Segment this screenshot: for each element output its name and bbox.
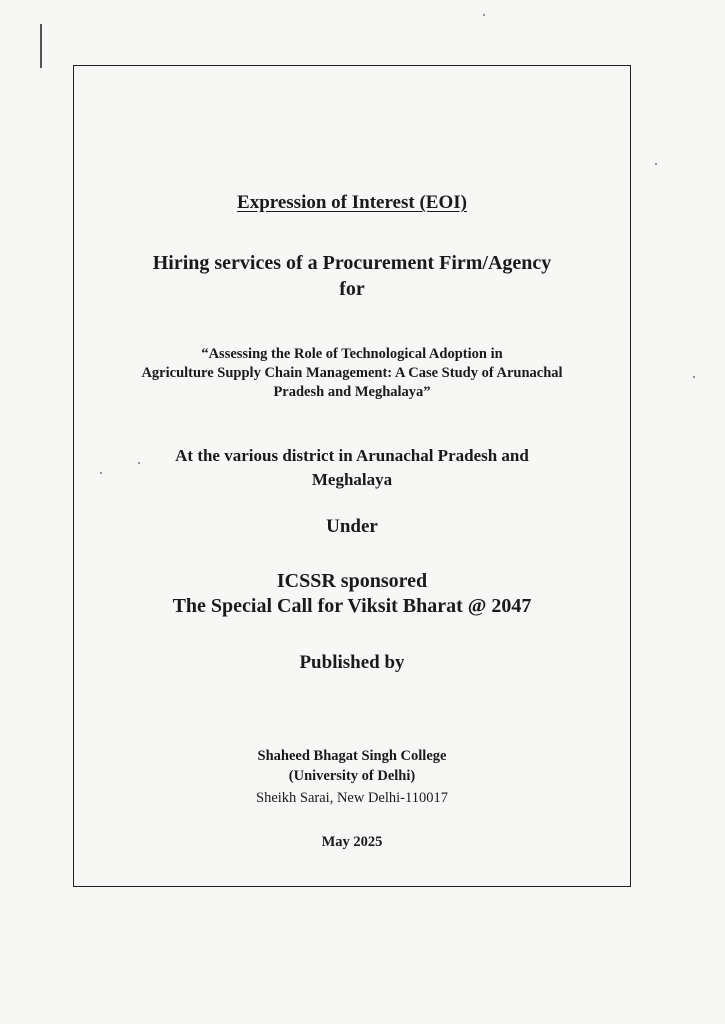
publisher-block xyxy=(74,746,630,786)
publisher-address: Sheikh Sarai, New Delhi-110017 xyxy=(256,790,448,806)
sponsor-text xyxy=(74,569,630,619)
document-border xyxy=(73,65,631,887)
location-line-2: Meghalaya xyxy=(311,470,393,489)
study-title-line-3: Pradesh and Meghalaya” xyxy=(273,384,431,400)
published-by-label: Published by xyxy=(299,652,405,673)
hiring-line-1: Hiring services of a Procurement Firm/Agency xyxy=(152,252,552,274)
scan-edge-mark xyxy=(40,24,42,68)
study-title-line-1: “Assessing the Role of Technological Adoption in xyxy=(201,346,503,362)
location-text xyxy=(74,444,630,492)
document-title: Expression of Interest (EOI) xyxy=(237,192,467,213)
publisher-university: (University of Delhi) xyxy=(288,768,416,784)
sponsor-line-1: ICSSR sponsored xyxy=(276,570,428,592)
scan-speck xyxy=(483,14,485,16)
scan-speck xyxy=(693,376,695,378)
hiring-line-2: for xyxy=(339,278,365,300)
publication-date: May 2025 xyxy=(321,834,383,850)
scan-speck xyxy=(655,163,657,165)
study-title-line-2: Agriculture Supply Chain Management: A Case Study of Arunachal xyxy=(141,365,563,381)
study-title xyxy=(74,345,630,402)
sponsor-line-2: The Special Call for Viksit Bharat @ 2047 xyxy=(172,595,532,617)
location-line-1: At the various district in Arunachal Pradesh and xyxy=(175,446,529,465)
hiring-heading xyxy=(74,250,630,302)
under-label: Under xyxy=(326,516,378,537)
publisher-name: Shaheed Bhagat Singh College xyxy=(257,748,447,764)
